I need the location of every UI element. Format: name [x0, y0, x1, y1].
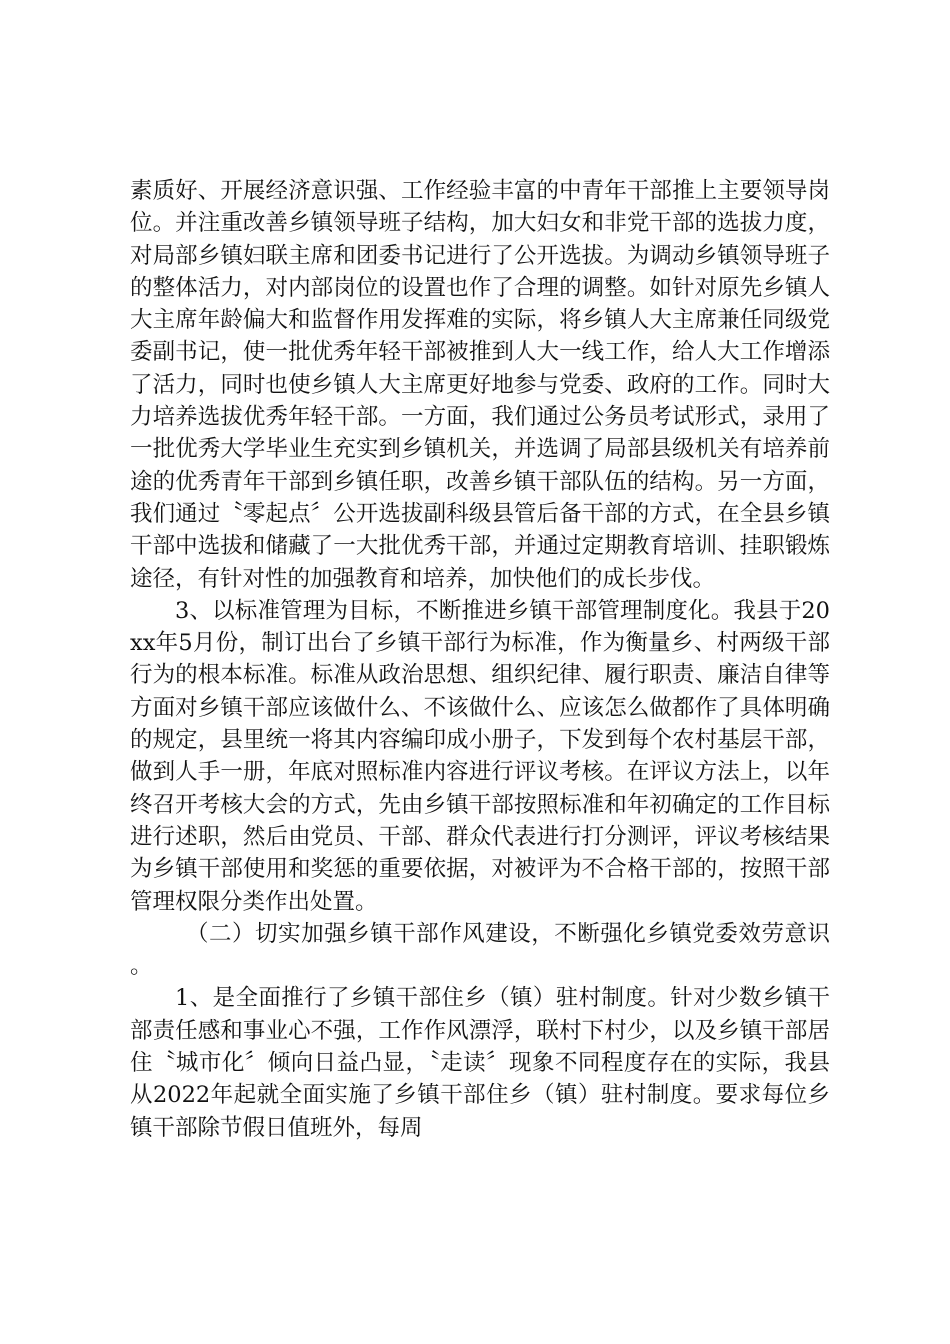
document-body	[130, 175, 830, 1144]
section-heading-work-style: （二）切实加强乡镇干部作风建设，不断强化乡镇党委效劳意识。	[130, 920, 830, 980]
paragraph-continuation: 素质好、开展经济意识强、工作经验丰富的中青年干部推上主要领导岗位。并注重改善乡镇领导班子结构，加大妇女和非党干部的选拔力度，对局部乡镇妇联主席和团委书记进行了公开选拔。为调动乡镇领导班子的整体活力，对内部岗位的设置也作了合理的调整。如针对原先乡镇人大主席年龄偏大和监督作用发挥难的实际，将乡镇人大主席兼任同级党委副书记，使一批优秀年轻干部被推到人大一线工作，给人大工作增添了活力，同时也使乡镇人大主席更好地参与党委、政府的工作。同时大力培养选拔优秀年轻干部。一方面，我们通过公务员考试形式，录用了一批优秀大学毕业生充实到乡镇机关，并选调了局部县级机关有培养前途的优秀青年干部到乡镇任职，改善乡镇干部队伍的结构。另一方面，我们通过〝零起点〞公开选拔副科级县管后备干部的方式，在全县乡镇干部中选拔和储藏了一大批优秀干部，并通过定期教育培训、挂职锻炼途径，有针对性的加强教育和培养，加快他们的成长步伐。	[130, 178, 830, 592]
paragraph-standard-management: 3、以标准管理为目标，不断推进乡镇干部管理制度化。我县于20xx年5月份，制订出台了乡镇干部行为标准，作为衡量乡、村两级干部行为的根本标准。标准从政治思想、组织纪律、履行职责、廉洁自律等方面对乡镇干部应该做什么、不该做什么、应该怎么做都作了具体明确的规定，县里统一将其内容编印成小册子，下发到每个农村基层干部，做到人手一册，年底对照标准内容进行评议考核。在评议方法上，以年终召开考核大会的方式，先由乡镇干部按照标准和年初确定的工作目标进行述职，然后由党员、干部、群众代表进行打分测评，评议考核结果为乡镇干部使用和奖惩的重要依据，对被评为不合格干部的，按照干部管理权限分类作出处置。	[130, 597, 830, 915]
paragraph-resident-system: 1、是全面推行了乡镇干部住乡（镇）驻村制度。针对少数乡镇干部责任感和事业心不强，工作作风漂浮，联村下村少，以及乡镇干部居住〝城市化〞倾向日益凸显，〝走读〞现象不同程度存在的实际，我县从2022年起就全面实施了乡镇干部住乡（镇）驻村制度。要求每位乡镇干部除节假日值班外，每周	[130, 985, 830, 1141]
